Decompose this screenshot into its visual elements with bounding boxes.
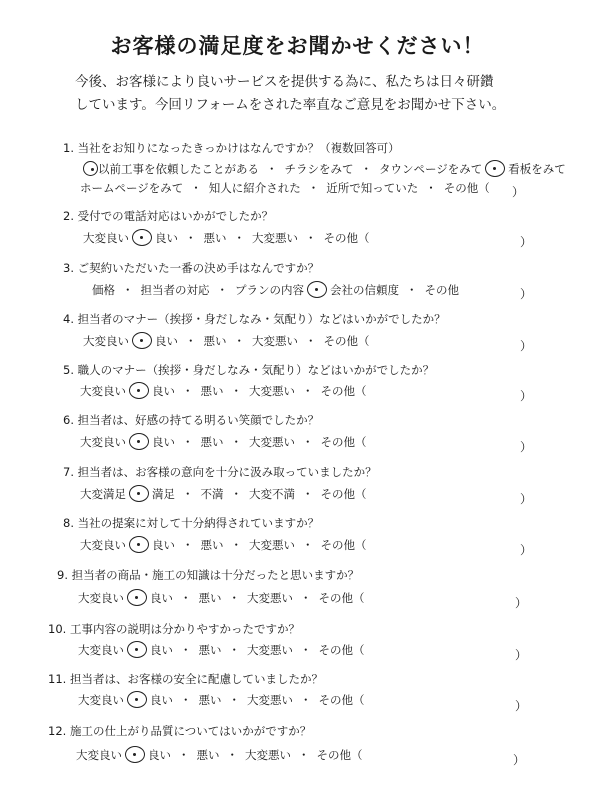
question-11: 11. 担当者は、お客様の安全に配慮していましたか？ [48,672,323,686]
question-12: 12. 施工の仕上がり品質についてはいかがですか？ [48,724,312,738]
option[interactable]: その他（ [320,538,367,552]
option[interactable]: タウンページをみて [379,162,483,176]
close-paren: ） [513,753,526,767]
answer-circle-mark [132,332,152,349]
close-paren: ） [515,699,528,713]
option[interactable]: 大変良い [80,435,126,449]
close-paren: ） [520,389,533,403]
option[interactable]: 担当者の対応 [140,283,210,297]
option[interactable]: 良い [150,643,173,657]
question-9: 9. 担当者の商品・施工の知識は十分だったと思いますか？ [57,568,360,582]
option[interactable]: 悪い [200,538,224,552]
question-6: 6. 担当者は、好感の持てる明るい笑顔でしたか？ [63,413,320,427]
answer-circle-mark [127,589,147,606]
question-4: 4. 担当者のマナー（挨拶・身だしなみ・気配り）などはいかがでしたか？ [63,312,446,326]
option[interactable]: 以前工事を依頼したことがある [98,162,259,176]
answer-row-10: 大変良い 良い ・ 悪い ・ 大変悪い ・ その他（ [78,643,365,657]
answer-row-4: 大変良い 良い ・ 悪い ・ 大変悪い ・ その他（ [83,334,370,348]
option[interactable]: その他（ [320,435,367,449]
option[interactable]: その他（ [323,334,370,348]
answer-circle-mark [307,281,327,298]
option[interactable]: 悪い [203,231,227,245]
option[interactable]: その他（ [320,384,367,398]
option[interactable]: 悪い [198,591,222,605]
option[interactable]: 大変良い [80,538,126,552]
intro-line-1: 今後、お客様により良いサービスを提供する為に、私たちは日々研鑽 [75,74,494,90]
answer-row-3: 価格 ・ 担当者の対応 ・ プランの内容 会社の信頼度 ・ その他 [92,283,459,297]
close-paren: ） [515,596,528,610]
option[interactable]: 満足 [152,487,175,501]
answer-row-2: 大変良い 良い ・ 悪い ・ 大変悪い ・ その他（ [83,231,370,245]
answer-circle-mark [129,536,149,553]
option[interactable]: 大変良い [78,591,124,605]
option[interactable]: 大変悪い [249,435,295,449]
option[interactable]: 大変悪い [247,693,293,707]
answer-row-1b: ホームページをみて ・ 知人に紹介された ・ 近所で知っていた ・ その他（ [80,181,490,195]
option[interactable]: 悪い [196,748,220,762]
option[interactable]: プランの内容 [235,283,304,297]
option[interactable]: その他（ [318,591,365,605]
question-10: 10. 工事内容の説明は分かりやすかったですか？ [48,622,300,636]
option[interactable]: 悪い [198,693,222,707]
close-paren: ） [520,287,533,301]
answer-circle-mark [132,229,152,246]
question-8: 8. 当社の提案に対して十分納得されていますか？ [63,516,320,530]
option[interactable]: 看板をみて [508,162,566,176]
question-1: 1. 当社をお知りになったきっかけはなんですか？（複数回答可） [63,141,400,155]
answer-row-7: 大変満足 満足 ・ 不満 ・ 大変不満 ・ その他（ [80,487,367,501]
answer-row-8: 大変良い 良い ・ 悪い ・ 大変悪い ・ その他（ [80,538,367,552]
option[interactable]: その他（ [320,487,367,501]
answer-row-12: 大変良い 良い ・ 悪い ・ 大変悪い ・ その他（ [76,748,363,762]
answer-circle-mark [129,433,149,450]
option[interactable]: チラシをみて [284,162,354,176]
option[interactable]: 大変悪い [247,591,293,605]
option[interactable]: 近所で知っていた [326,181,419,195]
option[interactable]: 大変悪い [247,643,293,657]
option[interactable]: 良い [150,591,173,605]
option[interactable]: 大変良い [83,334,129,348]
option[interactable]: 大変満足 [80,487,126,501]
question-7: 7. 担当者は、お客様の意向を十分に汲み取っていましたか？ [63,465,377,479]
answer-row-1a: 以前工事を依頼したことがある ・ チラシをみて ・ タウンページをみて 看板をみて [80,161,566,178]
form-title: お客様の満足度をお聞かせください！ [110,34,485,58]
answer-circle-mark [127,691,147,708]
answer-circle-mark [129,382,149,399]
option[interactable]: 大変悪い [249,384,295,398]
option[interactable]: 良い [155,231,178,245]
answer-circle-mark [127,641,147,658]
option[interactable]: 大変悪い [252,231,298,245]
close-paren: ） [515,648,528,662]
option[interactable]: 大変良い [76,748,122,762]
option[interactable]: 大変不満 [249,487,295,501]
answer-circle-mark [125,746,145,763]
option[interactable]: 大変良い [78,693,124,707]
option[interactable]: 大変良い [83,231,129,245]
option[interactable]: 悪い [203,334,227,348]
option[interactable]: 悪い [198,643,222,657]
option[interactable]: その他（ [316,748,363,762]
close-paren: ） [520,492,533,506]
question-5: 5. 職人のマナー（挨拶・身だしなみ・気配り）などはいかがでしたか？ [63,363,435,377]
option[interactable]: 不満 [200,487,224,501]
answer-circle-mark [129,485,149,502]
option[interactable]: 大変悪い [245,748,291,762]
option[interactable]: 悪い [200,384,224,398]
answer-circle-mark [485,160,505,177]
option[interactable]: 良い [148,748,171,762]
close-paren: ） [520,543,533,557]
option[interactable]: その他 [424,283,459,297]
option[interactable]: その他（ [323,231,370,245]
option[interactable]: 良い [152,435,175,449]
option[interactable]: 良い [155,334,178,348]
option[interactable]: その他（ [318,643,365,657]
close-paren: ） [512,185,525,199]
option[interactable]: ホームページをみて [80,181,184,195]
option[interactable]: 大変良い [80,384,126,398]
question-3: 3. ご契約いただいた一番の決め手はなんですか？ [63,261,320,275]
option[interactable]: 大変良い [78,643,124,657]
option[interactable]: その他（ [318,693,365,707]
option[interactable]: 会社の信頼度 [330,283,399,297]
option[interactable]: 知人に紹介された [208,181,301,195]
option[interactable]: 良い [150,693,173,707]
question-2: 2. 受付での電話対応はいかがでしたか？ [63,209,274,223]
intro-line-2: しています。今回リフォームをされた率直なご意見をお聞かせ下さい。 [75,97,506,113]
option[interactable]: 良い [152,538,175,552]
option[interactable]: 良い [152,384,175,398]
answer-circle-mark [83,161,98,176]
option[interactable]: 大変悪い [249,538,295,552]
close-paren: ） [520,339,533,353]
option[interactable]: その他（ [443,181,490,195]
option[interactable]: 大変悪い [252,334,298,348]
answer-row-5: 大変良い 良い ・ 悪い ・ 大変悪い ・ その他（ [80,384,367,398]
answer-row-9: 大変良い 良い ・ 悪い ・ 大変悪い ・ その他（ [78,591,365,605]
close-paren: ） [520,235,533,249]
answer-row-11: 大変良い 良い ・ 悪い ・ 大変悪い ・ その他（ [78,693,365,707]
answer-row-6: 大変良い 良い ・ 悪い ・ 大変悪い ・ その他（ [80,435,367,449]
close-paren: ） [520,440,533,454]
option[interactable]: 悪い [200,435,224,449]
option[interactable]: 価格 [92,283,115,297]
